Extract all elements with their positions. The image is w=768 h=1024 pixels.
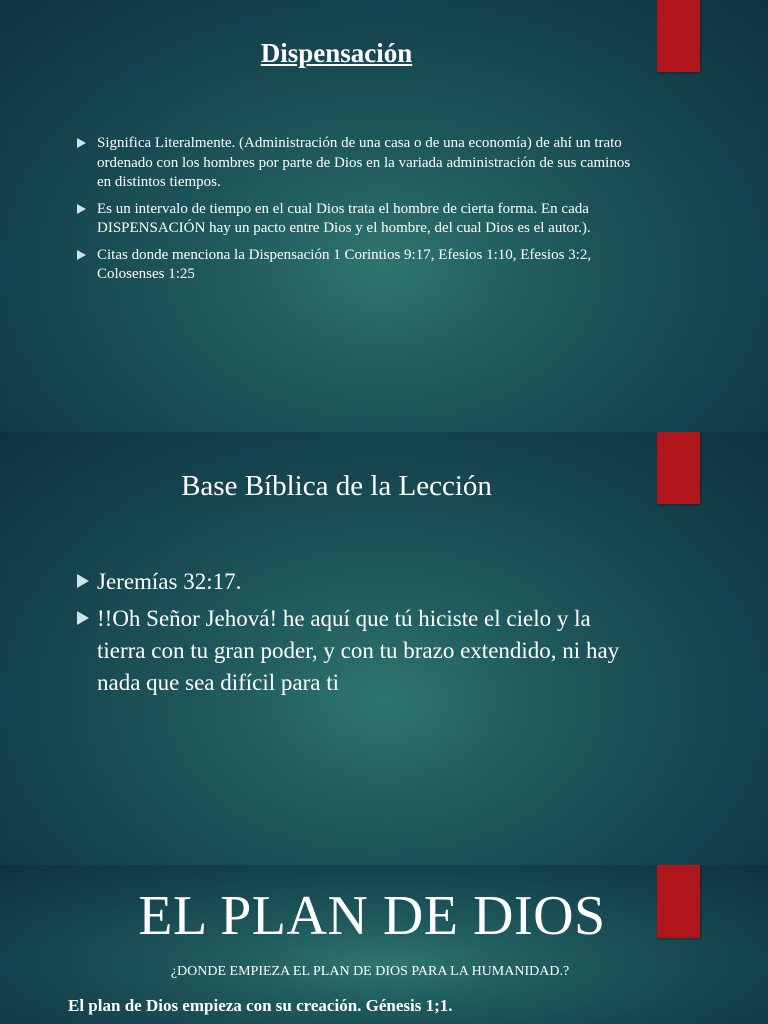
slide-statement: El plan de Dios empieza con su creación. Génesis 1;1. <box>68 996 453 1015</box>
bullet-item <box>77 200 637 239</box>
bullet-text: Jeremías 32:17. <box>97 569 242 594</box>
bullet-item <box>77 134 637 193</box>
bullet-item <box>77 603 637 699</box>
bullet-text: !!Oh Señor Jehová! he aquí que tú hiciste el cielo y la tierra con tu gran poder, y con tu brazo extendido, ni hay nada que sea difícil para ti <box>97 606 620 695</box>
bullet-text: Significa Literalmente. (Administración de una casa o de una economía) de ahí un trato ordenado con los hombres por parte de Dios en la variada administración de sus caminos en distintos tiempos. <box>97 135 631 190</box>
slide-title: Dispensación <box>260 38 413 68</box>
slide-base-biblica <box>0 432 768 865</box>
slide-plan-de-dios <box>0 865 768 1024</box>
bullet-item <box>77 566 637 598</box>
bullet-text: Citas donde menciona la Dispensación 1 Corintios 9:17, Efesios 1:10, Efesios 3:2, Colosenses 1:25 <box>97 246 592 282</box>
bullet-arrow-icon <box>77 250 86 260</box>
bullet-text: Es un intervalo de tiempo en el cual Dios trata el hombre de cierta forma. En cada DISPENSACIÓN hay un pacto entre Dios y el hombre, del cual Dios es el autor.). <box>97 200 591 236</box>
bullet-arrow-icon <box>77 204 86 214</box>
bullet-arrow-icon <box>77 574 89 588</box>
bullet-list <box>77 566 637 704</box>
bullet-arrow-icon <box>77 138 86 148</box>
slide-subtitle: ¿DONDE EMPIEZA EL PLAN DE DIOS PARA LA HUMANIDAD.? <box>170 964 570 979</box>
slide-dispensacion <box>0 0 768 432</box>
slide-title: Base Bíblica de la Lección <box>181 470 492 502</box>
slide-title: EL PLAN DE DIOS <box>138 885 606 947</box>
bullet-item <box>77 246 637 285</box>
bullet-list <box>77 134 637 292</box>
bullet-arrow-icon <box>77 611 89 625</box>
